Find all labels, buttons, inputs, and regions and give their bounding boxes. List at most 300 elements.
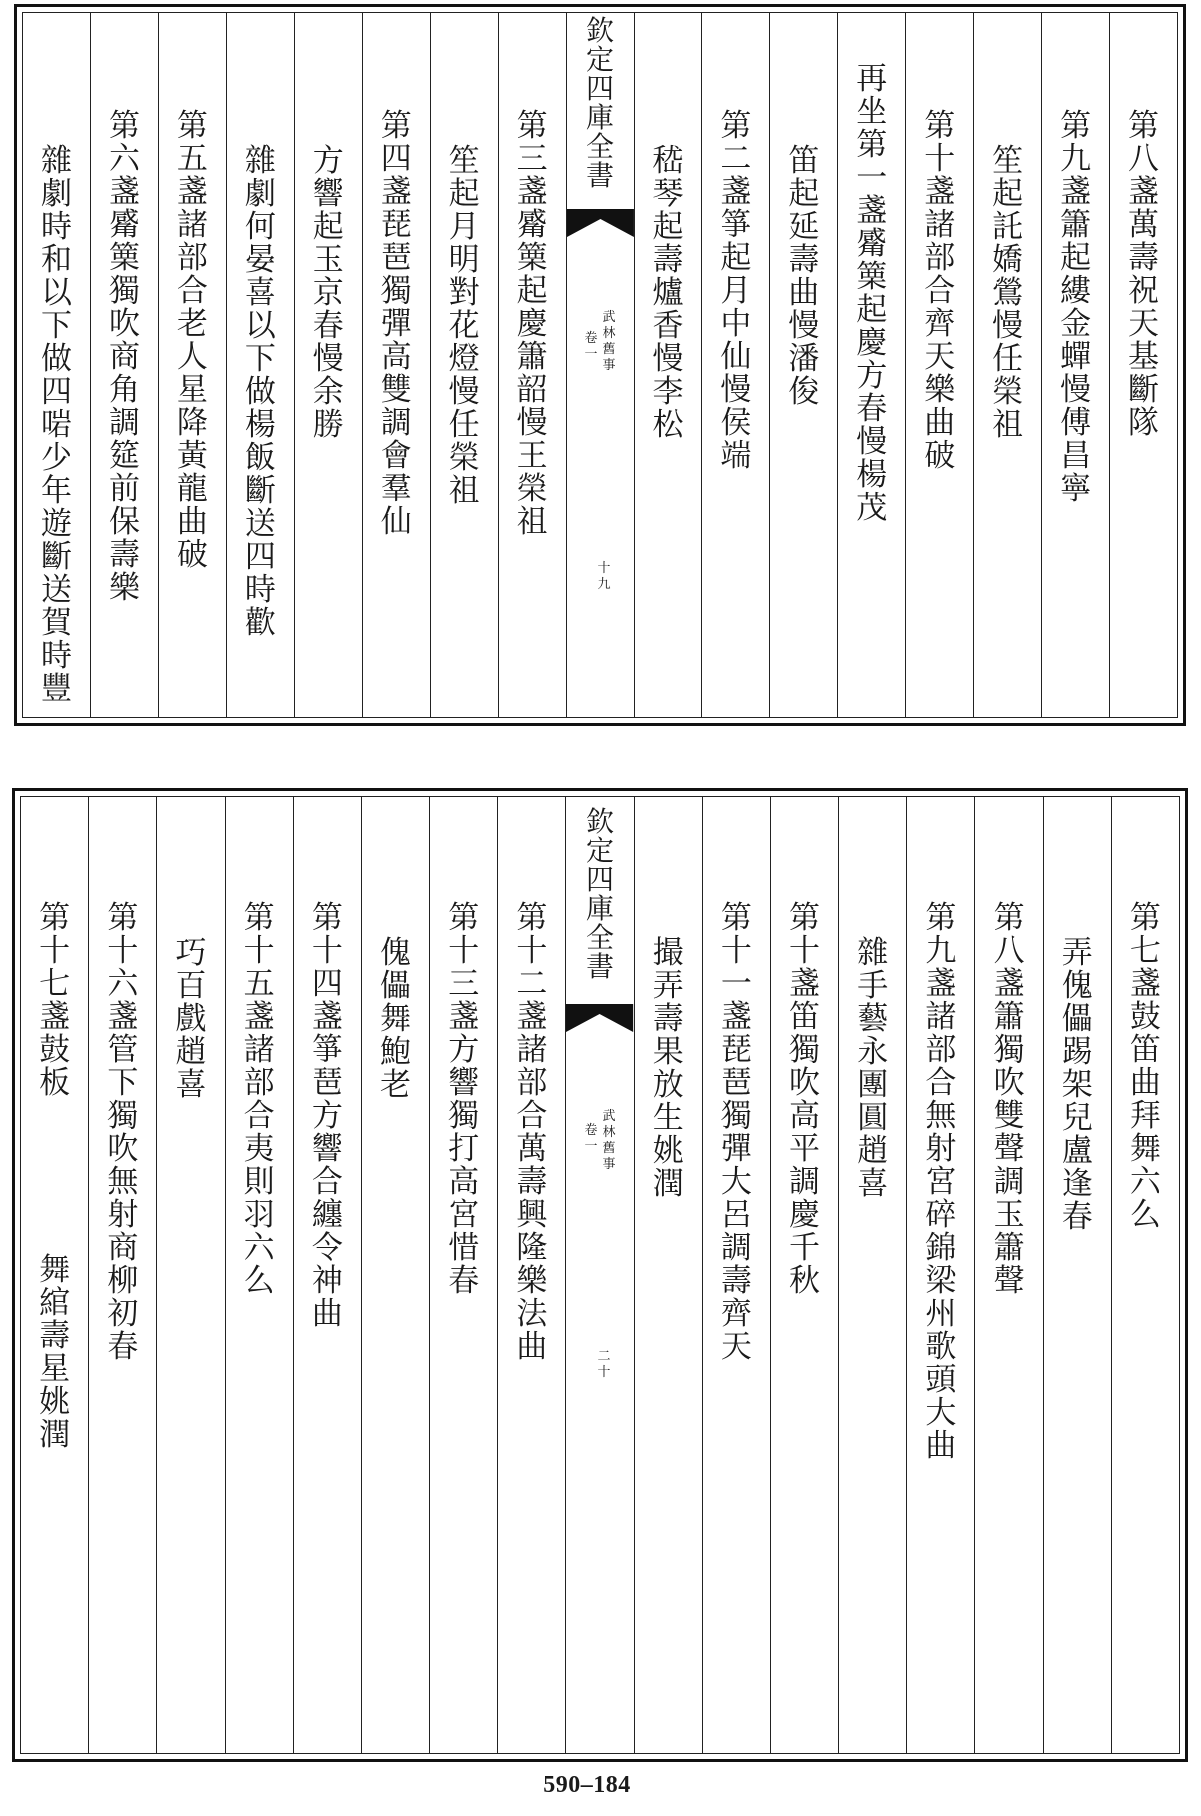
glyph: 時 <box>41 638 73 674</box>
glyph: 四 <box>244 539 276 575</box>
glyph: 五 <box>243 966 275 1002</box>
text-column <box>158 13 226 717</box>
glyph: 月 <box>720 273 752 309</box>
glyph: 基 <box>1128 339 1160 375</box>
glyph: 會 <box>380 438 412 474</box>
glyph: 第 <box>108 108 140 144</box>
glyph: 十 <box>243 933 275 969</box>
glyph: 盞 <box>1129 966 1161 1002</box>
glyph: 對 <box>448 275 480 311</box>
glyph: 獨 <box>107 1098 139 1134</box>
glyph: 羽 <box>243 1197 275 1233</box>
center-folio-number <box>596 561 612 593</box>
glyph: 團 <box>857 1067 889 1103</box>
glyph: 簫 <box>516 339 548 375</box>
glyph: 鶯 <box>992 275 1024 311</box>
text-column <box>906 797 974 1753</box>
glyph: 賀 <box>41 605 73 641</box>
glyph: 嬌 <box>992 242 1024 278</box>
glyph: 祖 <box>516 504 548 540</box>
glyph: 第 <box>39 900 71 936</box>
glyph: 李 <box>652 374 684 410</box>
column-text <box>173 937 209 1102</box>
text-column <box>1041 13 1109 717</box>
column-text <box>310 145 346 442</box>
glyph: 碎 <box>925 1197 957 1233</box>
glyph: 諸 <box>176 207 208 243</box>
glyph: 慢 <box>788 308 820 344</box>
glyph: 篥 <box>516 240 548 276</box>
glyph: 鼓 <box>39 1032 71 1068</box>
glyph: 四 <box>311 966 343 1002</box>
glyph: 侯 <box>720 405 752 441</box>
glyph: 七 <box>39 966 71 1002</box>
glyph: 盞 <box>789 966 821 1002</box>
glyph: 盞 <box>380 174 412 210</box>
glyph: 天 <box>720 1329 752 1365</box>
glyph: 舞 <box>39 1252 71 1288</box>
center-juan-label <box>583 331 599 363</box>
glyph: 獨 <box>720 1098 752 1134</box>
glyph: 祖 <box>448 473 480 509</box>
glyph: 傀 <box>1061 968 1093 1004</box>
glyph: 合 <box>924 273 956 309</box>
text-column <box>702 797 770 1753</box>
glyph: 起 <box>856 292 888 328</box>
glyph: 宮 <box>448 1197 480 1233</box>
glyph: 庫 <box>586 101 615 134</box>
glyph: 第 <box>380 108 412 144</box>
column-text <box>718 902 754 1364</box>
glyph: 齊 <box>924 306 956 342</box>
glyph: 明 <box>448 242 480 278</box>
glyph: 盞 <box>993 966 1025 1002</box>
glyph: 盞 <box>1060 174 1092 210</box>
glyph: 果 <box>652 1034 684 1070</box>
text-column <box>974 797 1042 1753</box>
glyph: 諸 <box>243 1032 275 1068</box>
glyph: 香 <box>652 308 684 344</box>
text-column <box>429 797 497 1753</box>
glyph: 獨 <box>448 1098 480 1134</box>
glyph: 笙 <box>992 143 1024 179</box>
glyph: 斷 <box>1128 372 1160 408</box>
glyph: 壽 <box>652 242 684 278</box>
glyph: 部 <box>924 240 956 276</box>
glyph: 林 <box>602 1125 616 1140</box>
glyph: 壽 <box>108 537 140 573</box>
glyph: 慶 <box>789 1197 821 1233</box>
glyph: 州 <box>925 1296 957 1332</box>
column-text <box>37 902 73 1100</box>
glyph: 纏 <box>311 1197 343 1233</box>
glyph: 天 <box>924 339 956 375</box>
column-text <box>378 937 414 1102</box>
glyph: 呂 <box>720 1197 752 1233</box>
glyph: 壽 <box>516 1164 548 1200</box>
glyph: 十 <box>39 933 71 969</box>
glyph: 吹 <box>108 306 140 342</box>
text-column <box>634 13 702 717</box>
column-text <box>650 145 686 442</box>
glyph: 榮 <box>448 440 480 476</box>
glyph: 八 <box>1128 141 1160 177</box>
glyph: 四 <box>586 863 615 896</box>
glyph: 玉 <box>993 1197 1025 1233</box>
glyph: 方 <box>856 358 888 394</box>
glyph: 歌 <box>925 1329 957 1365</box>
glyph: 部 <box>516 1065 548 1101</box>
glyph: 慢 <box>720 372 752 408</box>
glyph: 戲 <box>175 1001 207 1037</box>
glyph: 年 <box>41 473 73 509</box>
glyph: 起 <box>516 273 548 309</box>
glyph: 高 <box>448 1164 480 1200</box>
glyph: 舞 <box>380 1001 412 1037</box>
glyph: 初 <box>107 1296 139 1332</box>
glyph: 晏 <box>244 242 276 278</box>
glyph: 坐 <box>856 94 888 130</box>
glyph: 起 <box>720 240 752 276</box>
glyph: 和 <box>41 242 73 278</box>
glyph: 打 <box>448 1131 480 1167</box>
glyph: 起 <box>312 209 344 245</box>
glyph: 盧 <box>1061 1133 1093 1169</box>
glyph: 壽 <box>788 242 820 278</box>
glyph: 二 <box>720 141 752 177</box>
glyph: 合 <box>516 1098 548 1134</box>
text-column <box>21 797 88 1753</box>
center-column <box>565 797 633 1753</box>
glyph: 觱 <box>108 207 140 243</box>
glyph: 十 <box>597 1365 611 1380</box>
glyph: 四 <box>41 374 73 410</box>
glyph: 榮 <box>992 374 1024 410</box>
glyph: 十 <box>789 933 821 969</box>
column-text <box>786 145 822 409</box>
glyph: 四 <box>380 141 412 177</box>
upper-page-panel <box>14 4 1186 726</box>
glyph: 曲 <box>788 275 820 311</box>
glyph: 盞 <box>516 174 548 210</box>
glyph: 則 <box>243 1164 275 1200</box>
glyph: 第 <box>993 900 1025 936</box>
glyph: 商 <box>107 1230 139 1266</box>
glyph: 慢 <box>992 308 1024 344</box>
glyph: 潤 <box>39 1417 71 1453</box>
glyph: 部 <box>243 1065 275 1101</box>
glyph: 飯 <box>244 440 276 476</box>
lower-page-panel <box>12 788 1188 1762</box>
glyph: 書 <box>586 950 615 983</box>
glyph: 興 <box>516 1197 548 1233</box>
upper-page-frame <box>22 12 1178 718</box>
glyph: 人 <box>176 339 208 375</box>
glyph: 武 <box>602 1109 616 1124</box>
column-text <box>1059 937 1095 1234</box>
glyph: 樂 <box>516 1263 548 1299</box>
text-column <box>973 13 1041 717</box>
glyph: 事 <box>602 1157 616 1172</box>
glyph: 四 <box>586 72 615 105</box>
glyph: 法 <box>516 1296 548 1332</box>
glyph: 榮 <box>516 471 548 507</box>
glyph: 齊 <box>720 1296 752 1332</box>
glyph: 笛 <box>788 143 820 179</box>
glyph: 調 <box>720 1230 752 1266</box>
glyph: 第 <box>516 108 548 144</box>
glyph: 春 <box>107 1329 139 1365</box>
glyph: 十 <box>597 561 611 576</box>
glyph: 簫 <box>1060 207 1092 243</box>
glyph: 雙 <box>993 1098 1025 1134</box>
glyph: 巧 <box>175 935 207 971</box>
glyph: 前 <box>108 471 140 507</box>
glyph: 三 <box>448 966 480 1002</box>
glyph: 一 <box>720 966 752 1002</box>
glyph: 中 <box>720 306 752 342</box>
glyph: 斷 <box>41 539 73 575</box>
glyph: 全 <box>586 921 615 954</box>
glyph: 傀 <box>380 935 412 971</box>
glyph: 撮 <box>652 935 684 971</box>
glyph: 慢 <box>448 374 480 410</box>
glyph: 十 <box>107 933 139 969</box>
text-column <box>1111 797 1179 1753</box>
glyph: 慶 <box>856 325 888 361</box>
glyph: 茂 <box>856 490 888 526</box>
glyph: 琶 <box>380 240 412 276</box>
text-column <box>905 13 973 717</box>
glyph: 萬 <box>516 1131 548 1167</box>
glyph: 儡 <box>380 968 412 1004</box>
glyph: 送 <box>41 572 73 608</box>
glyph: 令 <box>311 1230 343 1266</box>
glyph: 六 <box>108 141 140 177</box>
glyph: 以 <box>244 308 276 344</box>
glyph: 獨 <box>108 273 140 309</box>
glyph: 第 <box>243 900 275 936</box>
glyph: 仙 <box>380 504 412 540</box>
glyph: 寧 <box>1060 471 1092 507</box>
glyph: 歡 <box>244 605 276 641</box>
glyph: 篥 <box>856 259 888 295</box>
glyph: 萬 <box>1128 207 1160 243</box>
text-column <box>225 797 293 1753</box>
glyph: 響 <box>312 176 344 212</box>
glyph: 樂 <box>108 570 140 606</box>
glyph: 任 <box>448 407 480 443</box>
glyph: 潘 <box>788 341 820 377</box>
glyph: 十 <box>924 141 956 177</box>
glyph: 盞 <box>856 193 888 229</box>
glyph: 舞 <box>1129 1131 1161 1167</box>
glyph: 一 <box>584 1139 598 1154</box>
glyph: 踢 <box>1061 1034 1093 1070</box>
glyph: 蟬 <box>1060 339 1092 375</box>
glyph: 調 <box>789 1164 821 1200</box>
glyph: 諸 <box>924 207 956 243</box>
glyph: 龍 <box>176 471 208 507</box>
glyph: 神 <box>311 1263 343 1299</box>
glyph: 吹 <box>789 1065 821 1101</box>
glyph: 大 <box>720 1164 752 1200</box>
glyph: 聲 <box>993 1131 1025 1167</box>
center-column <box>566 13 634 717</box>
glyph: 楊 <box>856 457 888 493</box>
text-column <box>770 797 838 1753</box>
glyph: 潤 <box>652 1166 684 1202</box>
glyph: 合 <box>243 1098 275 1134</box>
glyph: 手 <box>857 968 889 1004</box>
glyph: 雜 <box>244 143 276 179</box>
glyph: 梁 <box>925 1263 957 1299</box>
glyph: 破 <box>176 537 208 573</box>
text-column <box>88 797 156 1753</box>
glyph: 月 <box>448 209 480 245</box>
glyph: 逢 <box>1061 1166 1093 1202</box>
fish-tail-shape <box>567 209 634 237</box>
glyph: 何 <box>244 209 276 245</box>
glyph: 起 <box>788 176 820 212</box>
glyph: 雜 <box>857 935 889 971</box>
center-book-title <box>584 807 616 981</box>
glyph: 第 <box>1060 108 1092 144</box>
glyph: 綰 <box>39 1285 71 1321</box>
glyph: 遊 <box>41 506 73 542</box>
glyph: 十 <box>516 933 548 969</box>
glyph: 平 <box>789 1131 821 1167</box>
column-text <box>923 902 959 1463</box>
glyph: 盞 <box>924 174 956 210</box>
glyph: 盞 <box>448 999 480 1035</box>
glyph: 燈 <box>448 341 480 377</box>
glyph: 壽 <box>652 1001 684 1037</box>
glyph: 定 <box>586 43 615 76</box>
glyph: 春 <box>856 391 888 427</box>
glyph: 隊 <box>1128 405 1160 441</box>
glyph: 商 <box>108 339 140 375</box>
glyph: 笛 <box>789 999 821 1035</box>
glyph: 琴 <box>652 176 684 212</box>
glyph: 時 <box>41 209 73 245</box>
glyph: 琶 <box>311 1065 343 1101</box>
glyph: 筵 <box>108 438 140 474</box>
glyph: 無 <box>107 1164 139 1200</box>
glyph: 姚 <box>39 1384 71 1420</box>
glyph: 第 <box>1129 900 1161 936</box>
glyph: 拜 <box>1129 1098 1161 1134</box>
glyph: 花 <box>448 308 480 344</box>
column-text <box>39 145 75 706</box>
text-column <box>90 13 158 717</box>
glyph: 盞 <box>176 174 208 210</box>
glyph: 五 <box>176 141 208 177</box>
glyph: 事 <box>602 358 616 373</box>
glyph: 第 <box>1128 108 1160 144</box>
glyph: 第 <box>789 900 821 936</box>
glyph: 曲 <box>516 1329 548 1365</box>
center-work-title <box>601 1109 617 1173</box>
glyph: 儡 <box>1061 1001 1093 1037</box>
glyph: 勝 <box>312 407 344 443</box>
glyph: 部 <box>176 240 208 276</box>
glyph: 十 <box>311 933 343 969</box>
glyph: 么 <box>243 1263 275 1299</box>
glyph: 七 <box>1129 933 1161 969</box>
glyph: 方 <box>311 1098 343 1134</box>
column-text <box>378 110 414 539</box>
glyph: 降 <box>176 405 208 441</box>
glyph: 送 <box>244 506 276 542</box>
glyph: 曲 <box>176 504 208 540</box>
glyph: 盞 <box>243 999 275 1035</box>
text-column <box>293 797 361 1753</box>
glyph: 盞 <box>925 966 957 1002</box>
column-text <box>446 902 482 1298</box>
glyph: 吹 <box>993 1065 1025 1101</box>
glyph: 秋 <box>789 1263 821 1299</box>
glyph: 架 <box>1061 1067 1093 1103</box>
glyph: 柳 <box>107 1263 139 1299</box>
column-text <box>242 145 278 640</box>
lower-page-frame <box>20 796 1180 1754</box>
glyph: 春 <box>448 1263 480 1299</box>
glyph: 破 <box>924 438 956 474</box>
glyph: 余 <box>312 374 344 410</box>
glyph: 壽 <box>1128 240 1160 276</box>
glyph: 玉 <box>312 242 344 278</box>
glyph: 慶 <box>516 306 548 342</box>
glyph: 弄 <box>1061 935 1093 971</box>
glyph: 劇 <box>41 176 73 212</box>
glyph: 定 <box>586 834 615 867</box>
glyph: 高 <box>789 1098 821 1134</box>
glyph: 錦 <box>925 1230 957 1266</box>
glyph: 曲 <box>924 405 956 441</box>
glyph: 調 <box>993 1164 1025 1200</box>
glyph: 舊 <box>602 1141 616 1156</box>
glyph: 觱 <box>856 226 888 262</box>
glyph: 篥 <box>108 240 140 276</box>
glyph: 傅 <box>1060 405 1092 441</box>
glyph: 慢 <box>1060 372 1092 408</box>
glyph: 方 <box>448 1032 480 1068</box>
glyph: 昌 <box>1060 438 1092 474</box>
glyph: 箏 <box>311 1032 343 1068</box>
column-text <box>990 145 1026 442</box>
glyph: 黃 <box>176 438 208 474</box>
glyph: 方 <box>312 143 344 179</box>
column-text <box>241 902 277 1298</box>
glyph: 嵇 <box>652 143 684 179</box>
column-text <box>174 110 210 572</box>
glyph: 百 <box>175 968 207 1004</box>
text-column <box>294 13 362 717</box>
glyph: 卷 <box>584 331 598 346</box>
text-column <box>838 797 906 1753</box>
glyph: 夷 <box>243 1131 275 1167</box>
page-number: 590–184 <box>543 1772 631 1798</box>
text-column <box>701 13 769 717</box>
glyph: 楊 <box>244 407 276 443</box>
glyph: 射 <box>925 1131 957 1167</box>
glyph: 一 <box>584 347 598 362</box>
glyph: 延 <box>788 209 820 245</box>
glyph: 斷 <box>244 473 276 509</box>
glyph: 老 <box>380 1067 412 1103</box>
glyph: 彈 <box>720 1131 752 1167</box>
